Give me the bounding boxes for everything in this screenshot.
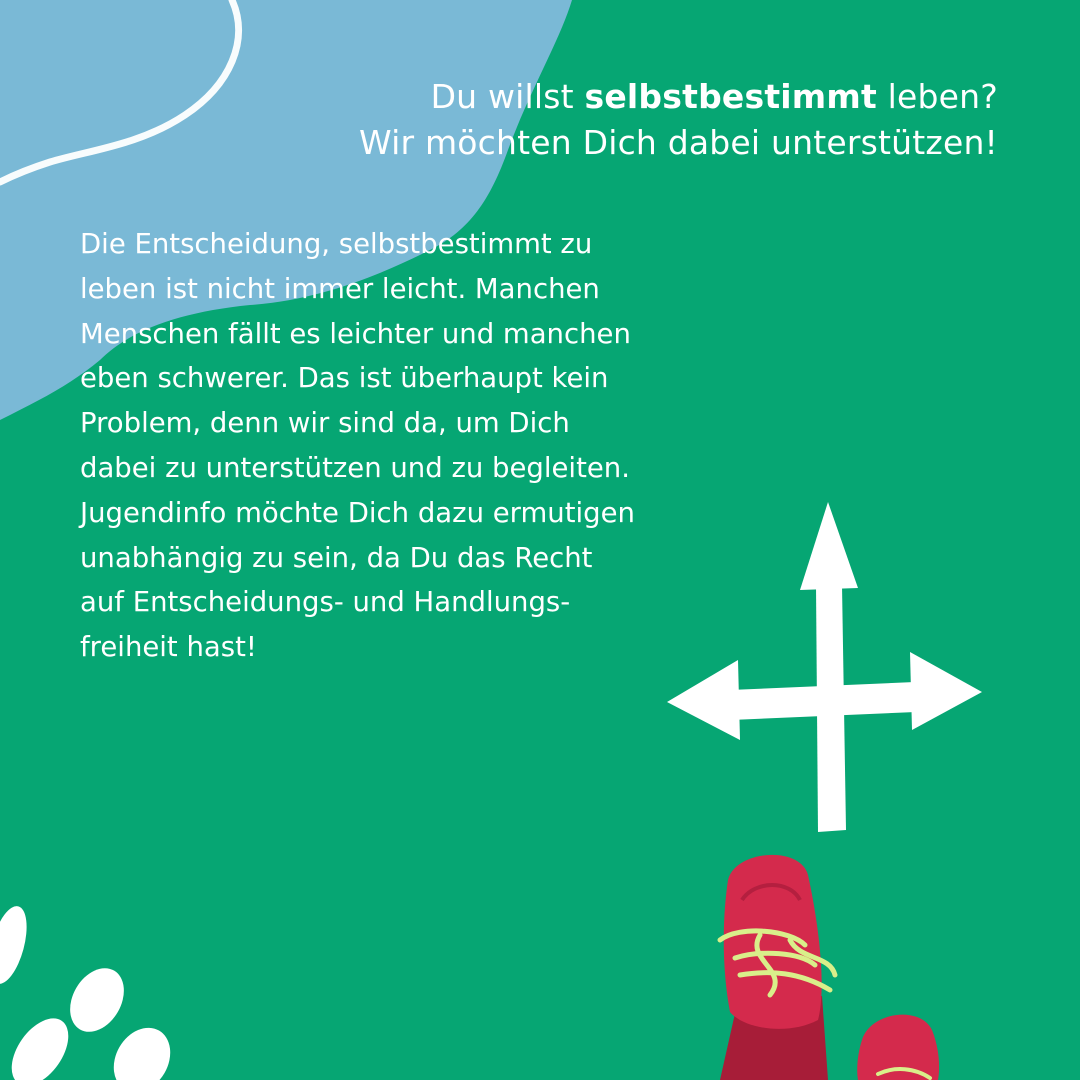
body-line: dabei zu unterstützen und zu begleiten. xyxy=(80,451,630,484)
body-line: eben schwerer. Das ist überhaupt kein xyxy=(80,362,609,395)
body-line: Menschen fällt es leichter und manchen xyxy=(80,317,631,350)
body-line: Die Entscheidung, selbstbestimmt zu xyxy=(80,228,593,260)
body-line: freiheit hast! xyxy=(80,631,257,664)
headline-emphasis: selbstbestimmt xyxy=(584,77,877,116)
body-line: auf Entscheidungs- und Handlungs- xyxy=(80,586,571,619)
body-line: Problem, denn wir sind da, um Dich xyxy=(80,407,570,440)
body-paragraph xyxy=(80,222,780,670)
left-shoe xyxy=(720,855,835,1029)
headline-line-2: Wir möchten Dich dabei unterstützen! xyxy=(359,123,998,162)
body-line: unabhängig zu sein, da Du das Recht xyxy=(80,541,593,574)
headline-line-1: Du willst selbstbestimmt leben? xyxy=(430,77,998,116)
headline xyxy=(238,74,998,166)
body-line: Jugendinfo möchte Dich dazu ermutigen xyxy=(80,496,635,529)
body-line: leben ist nicht immer leicht. Manchen xyxy=(80,272,600,305)
right-shoe xyxy=(857,1015,939,1080)
decorative-dots xyxy=(0,902,182,1080)
